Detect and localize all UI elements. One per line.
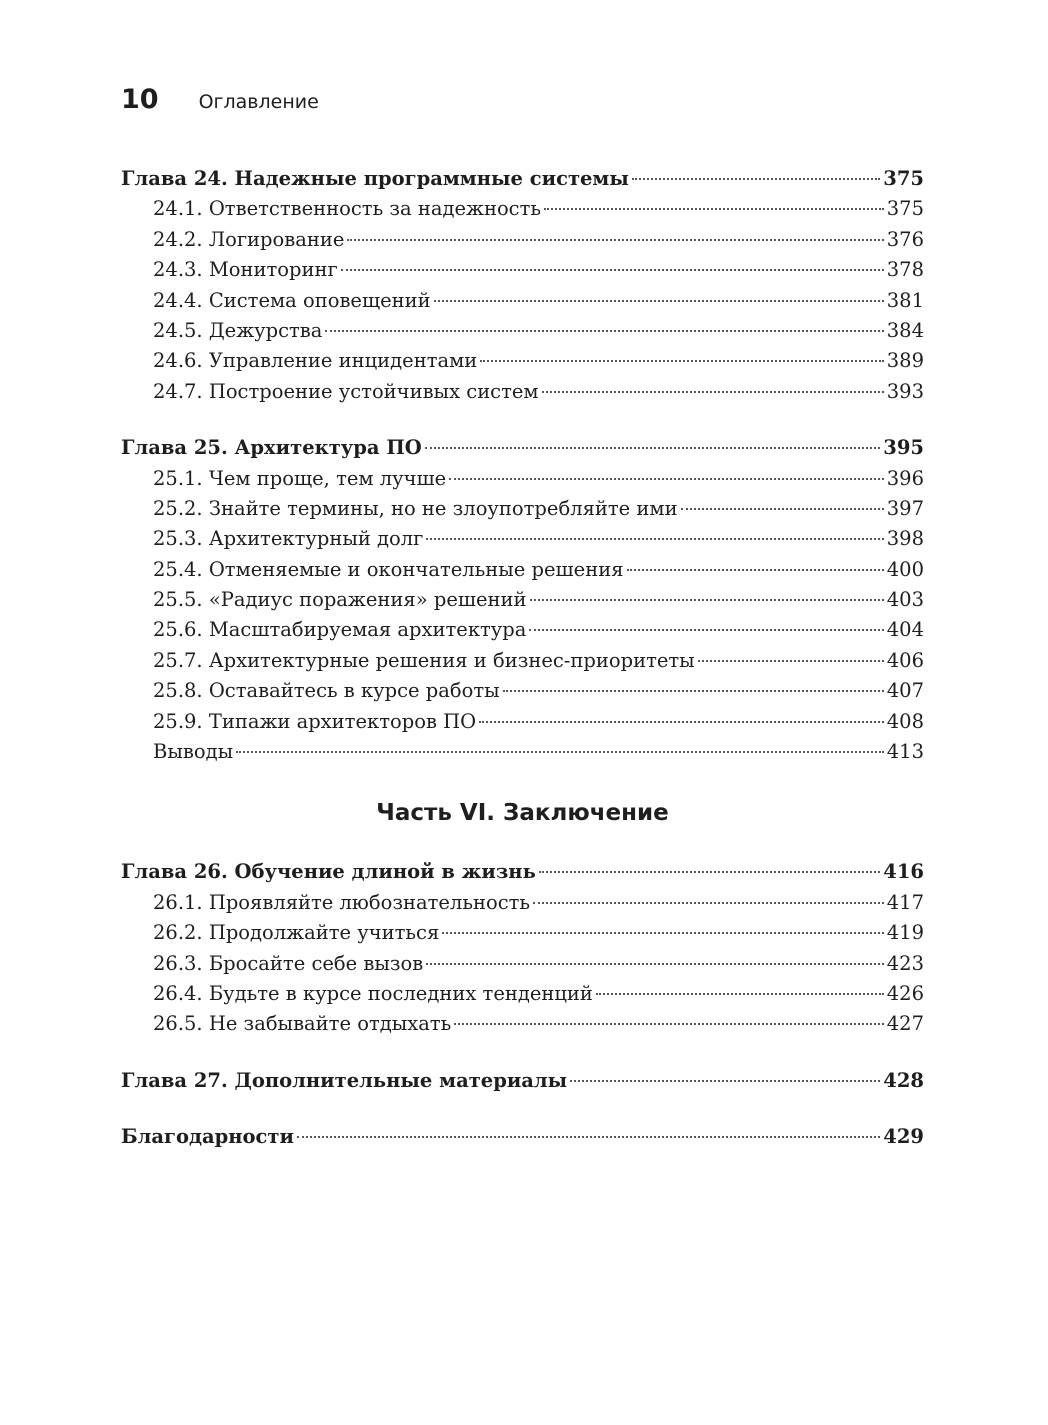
toc-section-entry[interactable] <box>121 349 924 379</box>
toc-chapter-entry[interactable] <box>121 167 924 197</box>
entry-page-number: 403 <box>886 588 924 612</box>
entry-page-number: 375 <box>886 197 924 221</box>
running-header <box>121 84 319 115</box>
dot-leader <box>442 932 884 934</box>
entry-page-number: 426 <box>886 981 924 1005</box>
entry-page-number: 396 <box>886 466 924 490</box>
entry-title: Выводы <box>153 740 234 764</box>
toc-section-entry[interactable] <box>121 289 924 319</box>
toc-section-entry[interactable] <box>121 588 924 618</box>
entry-page-number: 375 <box>883 167 924 190</box>
dot-leader <box>341 269 884 271</box>
part-heading: Часть VI. Заключение <box>376 800 669 827</box>
dot-leader <box>544 208 884 210</box>
entry-title: 26.4. Будьте в курсе последних тенденций <box>153 981 593 1005</box>
entry-title: 25.9. Типажи архитекторов ПО <box>153 709 477 733</box>
dot-leader <box>425 447 881 449</box>
entry-page-number: 398 <box>886 527 924 551</box>
dot-leader <box>449 478 884 480</box>
table-of-contents <box>121 167 924 1156</box>
entry-title: 26.2. Продолжайте учиться <box>153 921 440 945</box>
toc-section-entry[interactable] <box>121 1012 924 1042</box>
entry-title: 24.3. Мониторинг <box>153 258 338 282</box>
entry-title: 25.7. Архитектурные решения и бизнес-приоритеты <box>153 648 695 672</box>
dot-leader <box>503 690 884 692</box>
dot-leader <box>426 963 884 965</box>
dot-leader <box>479 721 884 723</box>
dot-leader <box>454 1023 883 1025</box>
entry-title: Глава 27. Дополнительные материалы <box>121 1068 568 1092</box>
entry-title: 26.3. Бросайте себе вызов <box>153 951 424 975</box>
toc-section-entry[interactable] <box>121 380 924 410</box>
toc-chapter-entry[interactable] <box>121 1125 924 1155</box>
toc-chapter-entry[interactable] <box>121 436 924 466</box>
running-title: Оглавление <box>198 91 319 113</box>
toc-section-entry[interactable] <box>121 679 924 709</box>
entry-title: Благодарности <box>121 1125 294 1149</box>
entry-title: 24.7. Построение устойчивых систем <box>153 379 539 403</box>
dot-leader <box>236 751 884 753</box>
entry-title: 25.2. Знайте термины, но не злоупотребляйте ими <box>153 496 678 520</box>
dot-leader <box>698 660 884 662</box>
entry-title: Глава 26. Обучение длиной в жизнь <box>121 860 536 884</box>
entry-title: 24.4. Система оповещений <box>153 288 431 312</box>
entry-title: 25.5. «Радиус поражения» решений <box>153 588 527 612</box>
dot-leader <box>325 330 883 332</box>
entry-page-number: 381 <box>886 288 924 312</box>
toc-section-entry[interactable] <box>121 710 924 740</box>
page-number: 10 <box>121 84 159 115</box>
dot-leader <box>347 239 883 241</box>
toc-section-entry[interactable] <box>121 467 924 497</box>
dot-leader <box>596 993 884 995</box>
dot-leader <box>480 360 883 362</box>
toc-section-entry[interactable] <box>121 618 924 648</box>
entry-page-number: 384 <box>886 318 924 342</box>
entry-page-number: 407 <box>886 679 924 703</box>
entry-page-number: 389 <box>886 349 924 373</box>
toc-section-entry[interactable] <box>121 740 924 770</box>
entry-title: Глава 25. Архитектура ПО <box>121 436 422 460</box>
entry-page-number: 400 <box>886 557 924 581</box>
toc-section-entry[interactable] <box>121 891 924 921</box>
dot-leader <box>530 599 884 601</box>
entry-title: 25.1. Чем проще, тем лучше <box>153 466 447 490</box>
entry-page-number: 423 <box>886 951 924 975</box>
toc-section-entry[interactable] <box>121 497 924 527</box>
toc-section-entry[interactable] <box>121 558 924 588</box>
entry-title: 25.4. Отменяемые и окончательные решения <box>153 557 624 581</box>
entry-page-number: 413 <box>886 740 924 764</box>
entry-title: Глава 24. Надежные программные системы <box>121 167 629 190</box>
entry-page-number: 416 <box>883 860 924 884</box>
dot-leader <box>542 391 884 393</box>
entry-title: 26.1. Проявляйте любознательность <box>153 890 531 914</box>
dot-leader <box>539 871 880 873</box>
dot-leader <box>529 629 883 631</box>
entry-page-number: 428 <box>883 1068 924 1092</box>
entry-title: 26.5. Не забывайте отдыхать <box>153 1012 452 1036</box>
toc-section-entry[interactable] <box>121 527 924 557</box>
entry-title: 25.6. Масштабируемая архитектура <box>153 618 527 642</box>
toc-chapter-entry[interactable] <box>121 860 924 890</box>
toc-chapter-entry[interactable] <box>121 1069 924 1099</box>
dot-leader <box>533 902 884 904</box>
toc-section-entry[interactable] <box>121 921 924 951</box>
entry-page-number: 404 <box>886 618 924 642</box>
entry-page-number: 406 <box>886 648 924 672</box>
entry-page-number: 378 <box>886 258 924 282</box>
dot-leader <box>627 569 884 571</box>
entry-page-number: 429 <box>883 1125 924 1149</box>
entry-title: 24.6. Управление инцидентами <box>153 349 478 373</box>
entry-page-number: 376 <box>886 227 924 251</box>
toc-section-entry[interactable] <box>121 982 924 1012</box>
entry-title: 25.3. Архитектурный долг <box>153 527 424 551</box>
entry-title: 24.5. Дежурства <box>153 318 323 342</box>
dot-leader <box>570 1080 880 1082</box>
toc-section-entry[interactable] <box>121 228 924 258</box>
dot-leader <box>297 1136 880 1138</box>
entry-title: 24.2. Логирование <box>153 227 345 251</box>
dot-leader <box>426 538 883 540</box>
toc-section-entry[interactable] <box>121 952 924 982</box>
entry-page-number: 427 <box>886 1012 924 1036</box>
dot-leader <box>681 508 884 510</box>
toc-section-entry[interactable] <box>121 319 924 349</box>
dot-leader <box>632 178 880 180</box>
entry-page-number: 408 <box>886 709 924 733</box>
toc-section-entry[interactable] <box>121 258 924 288</box>
entry-page-number: 395 <box>883 436 924 460</box>
entry-page-number: 397 <box>886 496 924 520</box>
entry-page-number: 393 <box>886 379 924 403</box>
entry-page-number: 417 <box>886 890 924 914</box>
entry-page-number: 419 <box>886 921 924 945</box>
dot-leader <box>434 300 884 302</box>
toc-section-entry[interactable] <box>121 197 924 227</box>
entry-title: 24.1. Ответственность за надежность <box>153 197 542 221</box>
toc-section-entry[interactable] <box>121 649 924 679</box>
entry-title: 25.8. Оставайтесь в курсе работы <box>153 679 500 703</box>
